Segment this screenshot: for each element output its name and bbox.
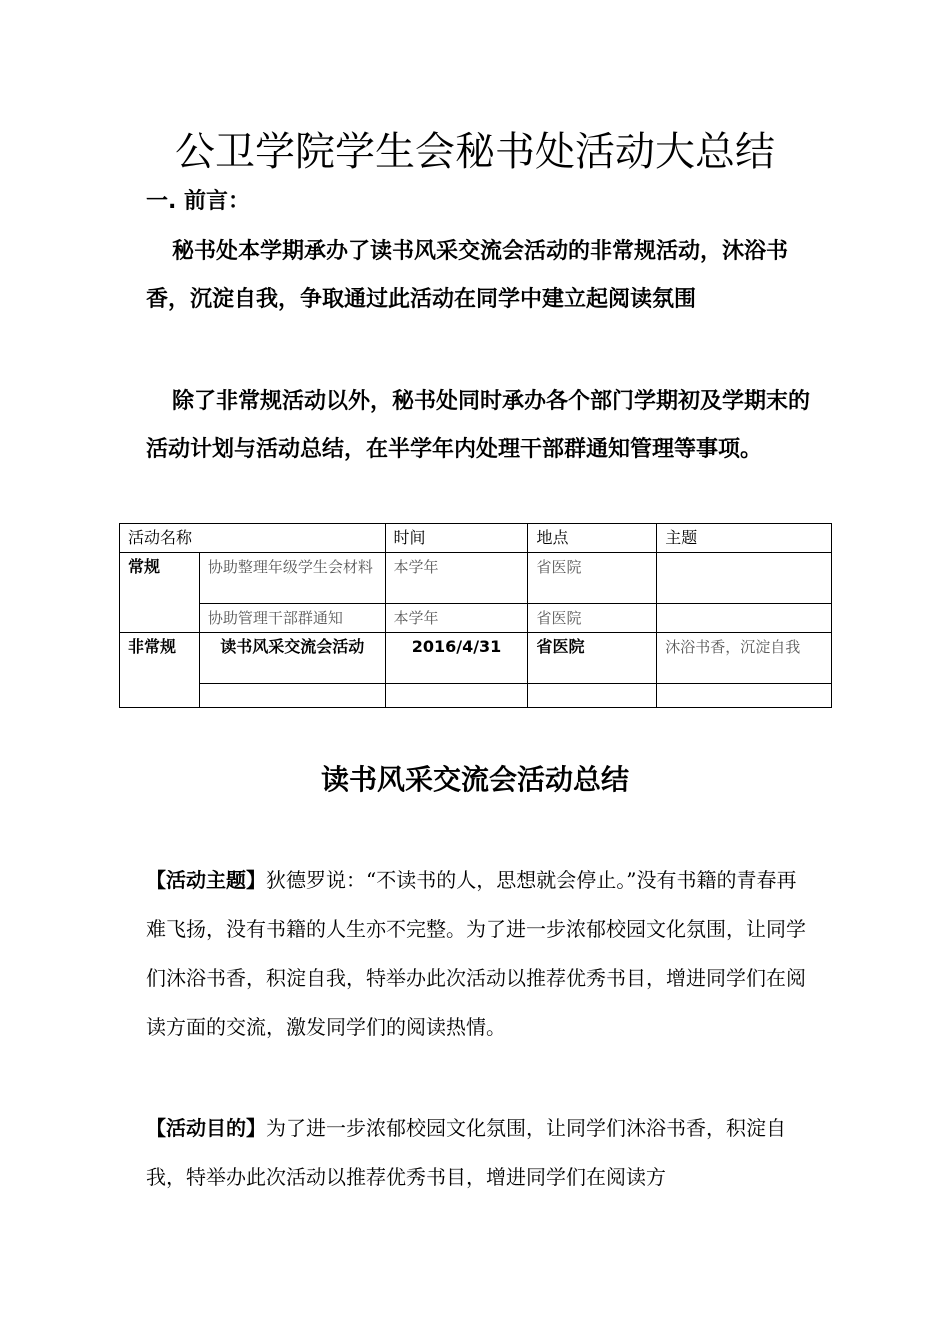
activity-purpose-label: 【活动目的】 <box>146 1116 266 1140</box>
summary-title: 读书风采交流会活动总结 <box>320 763 629 796</box>
activity-table <box>119 523 832 708</box>
preface-paragraph-1-text: 秘书处本学期承办了读书风采交流会活动的非常规活动，沐浴书香，沉淀自我，争取通过此活动在同学中建立起阅读氛围 <box>146 239 789 312</box>
activity-theme-label: 【活动主题】 <box>146 868 266 892</box>
header-activity-name: 活动名称 <box>120 524 386 553</box>
category-regular: 常规 <box>120 553 200 633</box>
table-row <box>120 604 832 633</box>
regular-place-2: 省医院 <box>528 604 657 633</box>
empty-cell <box>199 684 385 708</box>
empty-cell <box>657 684 832 708</box>
activity-theme-paragraph <box>146 856 814 1052</box>
regular-time-1: 本学年 <box>385 553 528 604</box>
regular-activity-2: 协助管理干部群通知 <box>199 604 385 633</box>
activity-theme-text: 狄德罗说：“不读书的人，思想就会停止。”没有书籍的青春再难飞扬，没有书籍的人生亦不完整。为了进一步浓郁校园文化氛围，让同学们沐浴书香，积淀自我，特举办此次活动以推荐优秀书目，增进同学们在阅读方面的交流，激发同学们的阅读热情。 <box>146 868 806 1039</box>
preface-paragraph-2-text: 除了非常规活动以外，秘书处同时承办各个部门学期初及学期末的活动计划与活动总结，在半学年内处理干部群通知管理等事项。 <box>146 389 811 462</box>
header-time: 时间 <box>385 524 528 553</box>
activity-purpose-text: 为了进一步浓郁校园文化氛围，让同学们沐浴书香，积淀自我，特举办此次活动以推荐优秀书目，增进同学们在阅读方 <box>146 1116 786 1189</box>
table-row <box>120 553 832 604</box>
category-irregular: 非常规 <box>120 633 200 708</box>
regular-theme-2 <box>657 604 832 633</box>
regular-theme-1 <box>657 553 832 604</box>
irregular-activity-1: 读书风采交流会活动 <box>199 633 385 684</box>
preface-heading: 一. 前言： <box>146 189 251 214</box>
table-row <box>120 684 832 708</box>
empty-cell <box>385 684 528 708</box>
preface-paragraph-2 <box>146 378 826 474</box>
header-theme: 主题 <box>657 524 832 553</box>
empty-cell <box>528 684 657 708</box>
irregular-theme-1: 沐浴书香，沉淀自我 <box>657 633 832 684</box>
irregular-place-1: 省医院 <box>528 633 657 684</box>
document-title: 公卫学院学生会秘书处活动大总结 <box>175 129 775 175</box>
regular-place-1: 省医院 <box>528 553 657 604</box>
header-place: 地点 <box>528 524 657 553</box>
regular-time-2: 本学年 <box>385 604 528 633</box>
table-header-row <box>120 524 832 553</box>
regular-activity-1: 协助整理年级学生会材料 <box>199 553 385 604</box>
irregular-time-1: 2016/4/31 <box>385 633 528 684</box>
activity-purpose-paragraph <box>146 1104 814 1202</box>
table-row <box>120 633 832 684</box>
preface-paragraph-1 <box>146 228 826 324</box>
